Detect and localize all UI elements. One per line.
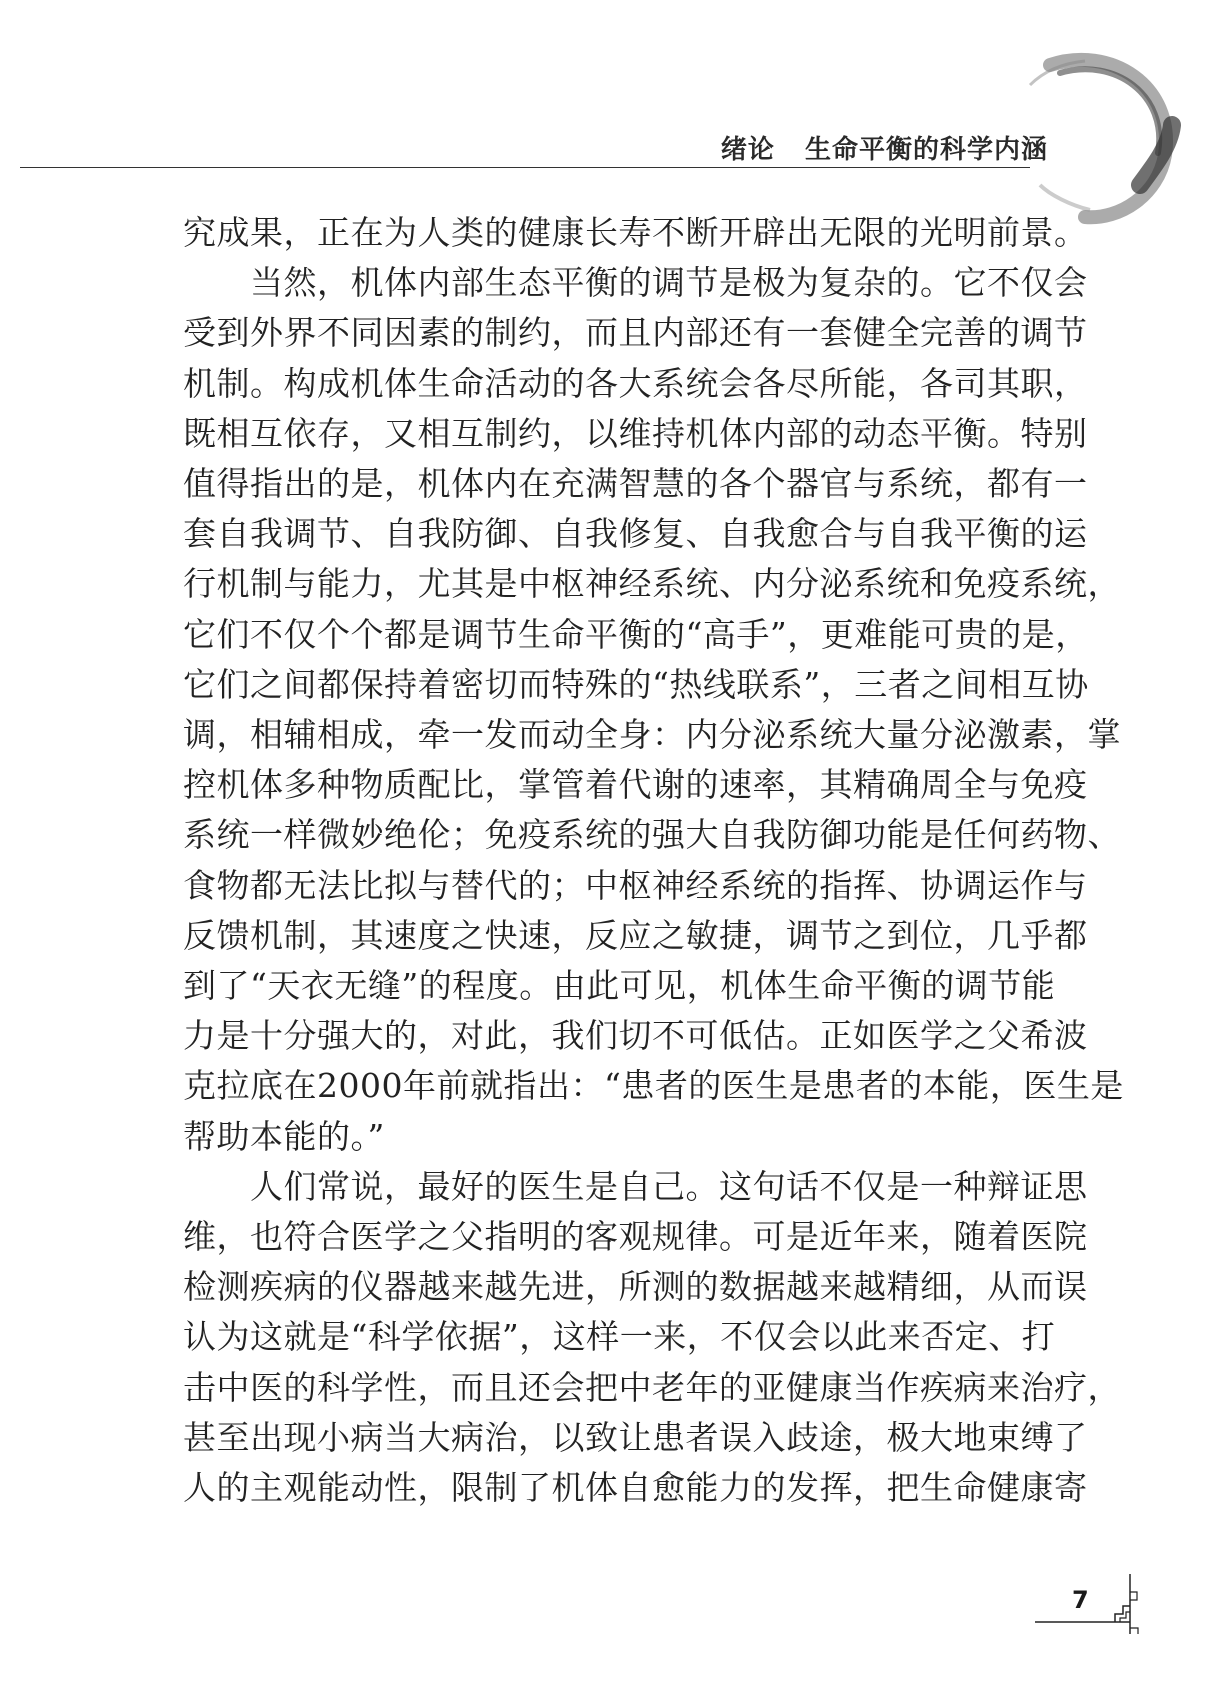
- text-line: 究成果，正在为人类的健康长寿不断开辟出无限的光明前景。: [183, 213, 1088, 252]
- text-line: 当然，机体内部生态平衡的调节是极为复杂的。它不仅会: [183, 263, 1088, 303]
- text-line: 行机制与能力，尤其是中枢神经系统、内分泌系统和免疫系统，: [183, 564, 1121, 604]
- text-line: 到了“天衣无缝”的程度。由此可见，机体生命平衡的调节能: [183, 966, 1056, 1006]
- text-line: 控机体多种物质配比，掌管着代谢的速率，其精确周全与免疫: [183, 765, 1088, 805]
- text-line: 机制。构成机体生命活动的各大系统会各尽所能，各司其职，: [183, 363, 1088, 403]
- chinese-fret-ornament-icon: [1035, 1572, 1145, 1642]
- text-line: 克拉底在2000年前就指出：“患者的医生是患者的本能，医生是: [183, 1066, 1124, 1106]
- body-text: [183, 208, 1124, 1513]
- text-line: 系统一样微妙绝伦；免疫系统的强大自我防御功能是任何药物、: [183, 815, 1121, 855]
- text-line: 套自我调节、自我防御、自我修复、自我愈合与自我平衡的运: [183, 514, 1088, 554]
- text-line: 击中医的科学性，而且还会把中老年的亚健康当作疾病来治疗，: [183, 1367, 1121, 1407]
- text-line: 它们之间都保持着密切而特殊的“热线联系”，三者之间相互协: [183, 664, 1089, 704]
- chapter-header-title: 绪论 生命平衡的科学内涵: [720, 135, 1048, 165]
- text-line: 帮助本能的。”: [183, 1116, 385, 1156]
- text-line: 既相互依存，又相互制约，以维持机体内部的动态平衡。特别: [183, 413, 1088, 453]
- text-line: 反馈机制，其速度之快速，反应之敏捷，调节之到位，几乎都: [183, 915, 1088, 955]
- text-line: 人的主观能动性，限制了机体自愈能力的发挥，把生命健康寄: [183, 1468, 1088, 1508]
- text-line: 检测疾病的仪器越来越先进，所测的数据越来越精细，从而误: [183, 1267, 1088, 1307]
- text-line: 调，相辅相成，牵一发而动全身：内分泌系统大量分泌激素，掌: [183, 715, 1121, 755]
- text-line: 它们不仅个个都是调节生命平衡的“高手”，更难能可贵的是，: [183, 614, 1089, 654]
- text-line: 食物都无法比拟与替代的；中枢神经系统的指挥、协调运作与: [183, 865, 1088, 905]
- text-line: 维，也符合医学之父指明的客观规律。可是近年来，随着医院: [183, 1217, 1088, 1257]
- text-line: 人们常说，最好的医生是自己。这句话不仅是一种辩证思: [183, 1166, 1088, 1206]
- text-line: 认为这就是“科学依据”，这样一来，不仅会以此来否定、打: [183, 1317, 1056, 1357]
- text-line: 受到外界不同因素的制约，而且内部还有一套健全完善的调节: [183, 313, 1088, 353]
- page-number: 7: [1072, 1586, 1089, 1614]
- header-divider: [20, 167, 1030, 168]
- text-line: 值得指出的是，机体内在充满智慧的各个器官与系统，都有一: [183, 464, 1088, 504]
- text-line: 甚至出现小病当大病治，以致让患者误入歧途，极大地束缚了: [183, 1417, 1088, 1457]
- text-line: 力是十分强大的，对此，我们切不可低估。正如医学之父希波: [183, 1016, 1088, 1056]
